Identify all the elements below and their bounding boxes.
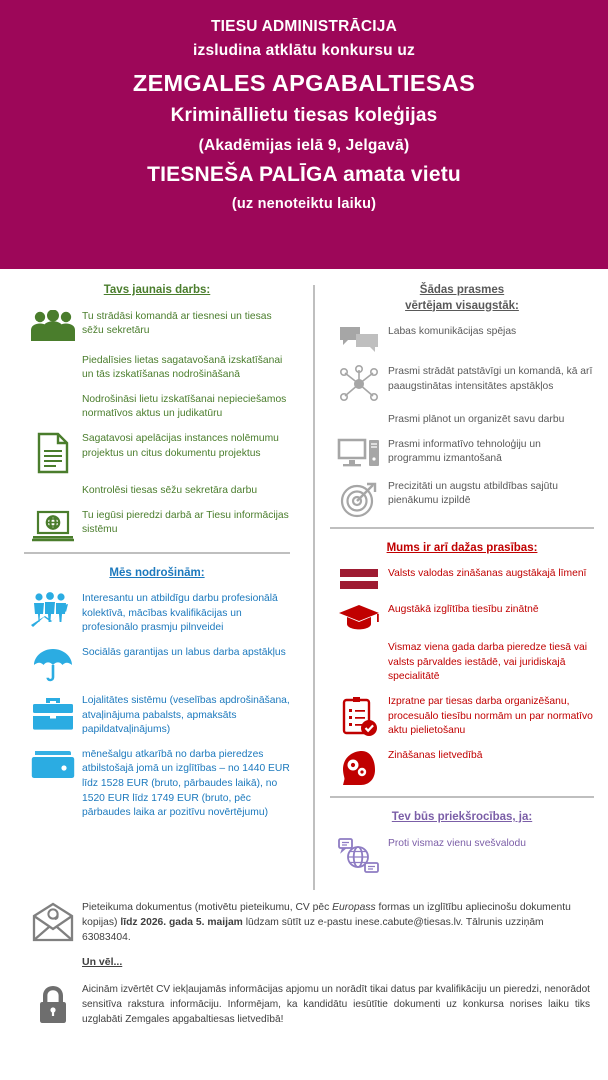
section-title-advantage: Tev būs priekšrocības, ja: (391, 810, 533, 823)
apply-part3: lūdzam sūtīt uz e-pastu inese.cabute@tiesas.lv. Tālrunis uzziņām 63083404. (82, 917, 544, 944)
list-item-text: Proti vismaz vienu svešvalodu (388, 837, 526, 849)
header-court-name: ZEMGALES APGABALTIESAS (132, 69, 476, 96)
list-item-text: Sociālās garantijas un labus darba apstākļus (82, 646, 286, 658)
lock-icon (24, 982, 82, 1026)
list-item-text: Labas komunikācijas spējas (388, 326, 517, 338)
latvian-flag-icon (330, 566, 388, 593)
section-title-skills (330, 283, 594, 314)
list-item (330, 364, 594, 403)
section-title-skills-line1: Šādas prasmes (419, 284, 505, 296)
computer-icon (330, 437, 388, 470)
list-item-text: Tu iegūsi pieredzi darbā ar Tiesu informācijas sistēmu (82, 509, 289, 536)
apply-part1: Pieteikuma dokumentus (motivētu pieteikumu, CV pēc (82, 902, 333, 913)
list-item (24, 747, 290, 821)
section-title-job: Tavs jaunais darbs: (103, 284, 211, 296)
umbrella-icon (24, 645, 82, 684)
list-item-text: Sagatavosi apelācijas instances nolēmumu projektus un citus dokumentu projektus (82, 432, 279, 459)
provide-items (24, 591, 290, 821)
list-item-text: Tu strādāsi komandā ar tiesnesi un tiesas sēžu sekretāru (82, 310, 272, 337)
list-item (330, 437, 594, 470)
list-item-text: Nodrošināsi lietu izskatīšanai nepieciešamos normatīvos aktus un judikatūru (82, 393, 287, 420)
privacy-text: Aicinām izvērtēt CV iekļaujamās informācijas apjomu un norādīt tikai datus par kvalifikāciju un pieredzi, nenorādot sensitīva rakstura informāciju. Informējam, ka kandidātu iesūtītie dokumenti uz konkursa norises laiku tiks uzglabāti Zemgales apgabaltiesas lietvedībā! (82, 983, 590, 1025)
list-item (24, 591, 290, 636)
apply-deadline: līdz 2026. gada 5. maijam (120, 917, 243, 929)
list-item-text: Izpratne par tiesas darba organizēšanu, procesuālo tiesību normām un par normatīvo aktu pielietošanu (388, 695, 593, 737)
list-item-text: Augstākā izglītība tiesību zinātnē (388, 604, 539, 616)
skills-items (330, 324, 594, 518)
job-items (24, 309, 290, 543)
chat-bubbles-icon (330, 324, 388, 355)
document-icon (24, 431, 82, 474)
list-item (330, 602, 594, 631)
privacy-row (24, 982, 590, 1027)
list-item-text: Prasmi informatīvo tehnoloģiju un programmu izmantošanā (388, 438, 541, 465)
list-item-text: Interesantu un atbildīgu darbu profesionālā kolektīvā, mācības kvalifikācijas un profesionālo prasmju pilnveidei (82, 593, 278, 634)
target-icon (330, 479, 388, 518)
list-item (330, 748, 594, 787)
advantage-items (330, 836, 594, 875)
list-item (24, 353, 290, 383)
header-term: (uz nenoteiktu laiku) (231, 195, 377, 212)
head-gears-icon (330, 748, 388, 787)
header-organisation: TIESU ADMINISTRĀCIJA (211, 18, 397, 35)
list-item (24, 693, 290, 738)
more-label: Un vēl... (82, 955, 123, 968)
poster-header (0, 0, 608, 269)
list-item (330, 324, 594, 355)
team-icon (24, 309, 82, 344)
network-icon (330, 364, 388, 403)
header-subtitle: izsludina atklātu konkursu uz (193, 42, 415, 60)
laptop-globe-icon (24, 508, 82, 543)
right-section-divider-2 (330, 796, 594, 798)
list-item-text: Kontrolēsi tiesas sēžu sekretāra darbu (82, 484, 258, 496)
left-column (0, 269, 306, 830)
apply-part2: formas un izglītību apliecinošu dokumentu kopijas) (82, 902, 571, 929)
list-item-text: Precizitāti un augstu atbildības sajūtu pienākumu izpildē (388, 480, 558, 507)
list-item (24, 483, 290, 499)
list-item (24, 392, 290, 422)
list-item (24, 309, 290, 344)
header-division: Krimināllietu tiesas koleģijas (170, 105, 438, 127)
list-item-text: Lojalitātes sistēmu (veselības apdrošināšana, atvaļinājuma pabalsts, apmaksāts papildatvaļinājums) (82, 694, 290, 736)
checklist-icon (330, 694, 388, 739)
europass-label: Europass (332, 902, 376, 913)
list-item (24, 431, 290, 474)
application-row (24, 900, 590, 946)
section-title-provide: Mēs nodrošinām: (109, 566, 205, 579)
application-text (82, 900, 590, 946)
globe-chat-icon (330, 836, 388, 875)
requirement-items (330, 566, 594, 787)
left-section-divider (24, 552, 290, 554)
header-address: (Akadēmijas ielā 9, Jelgavā) (198, 136, 410, 154)
list-item (24, 645, 290, 684)
envelope-at-icon (24, 900, 82, 942)
list-item (330, 694, 594, 739)
briefcase-icon (24, 693, 82, 730)
list-item-text: mēnešalgu atkarībā no darba pieredzes atbilstošajā jomā un izglītības – no 1440 EUR līdz 1528 EUR (bruto, pārbaudes laikā), no 1520 EUR līdz 1749 EUR (bruto, pēc pārbaudes laika ar pozitīvu novērtējumu) (82, 748, 290, 819)
list-item (330, 836, 594, 875)
section-title-skills-line2: vērtējam visaugstāk: (405, 299, 519, 312)
list-item (24, 508, 290, 543)
wallet-icon (24, 747, 82, 780)
list-item-text: Prasmi strādāt patstāvīgi un komandā, kā arī paaugstinātas intensitātes apstākļos (388, 366, 593, 392)
list-item (330, 412, 594, 428)
header-position: TIESNEŠA PALĪGA amata vietu (147, 162, 461, 186)
right-column (306, 269, 608, 884)
list-item-text: Prasmi plānot un organizēt savu darbu (388, 414, 565, 426)
section-title-requirements: Mums ir arī dažas prasības: (386, 541, 538, 554)
growth-people-icon (24, 591, 82, 630)
list-item (330, 640, 594, 685)
list-item-text: Vismaz viena gada darba pieredze tiesā vai valsts pārvaldes iestādē, vai juridiskajā specialitātē (388, 642, 588, 683)
list-item-text: Piedalīsies lietas sagatavošanā izskatīšanai un tās izskatīšanas nodrošināšanā (82, 354, 283, 381)
poster-footer (0, 900, 608, 1027)
list-item-text: Valsts valodas zināšanas augstākajā līmenī (388, 568, 587, 580)
list-item (330, 566, 594, 593)
right-section-divider-1 (330, 527, 594, 529)
poster-body (0, 269, 608, 900)
graduation-cap-icon (330, 602, 388, 631)
list-item-text: Zināšanas lietvedībā (388, 749, 483, 761)
list-item (330, 479, 594, 518)
